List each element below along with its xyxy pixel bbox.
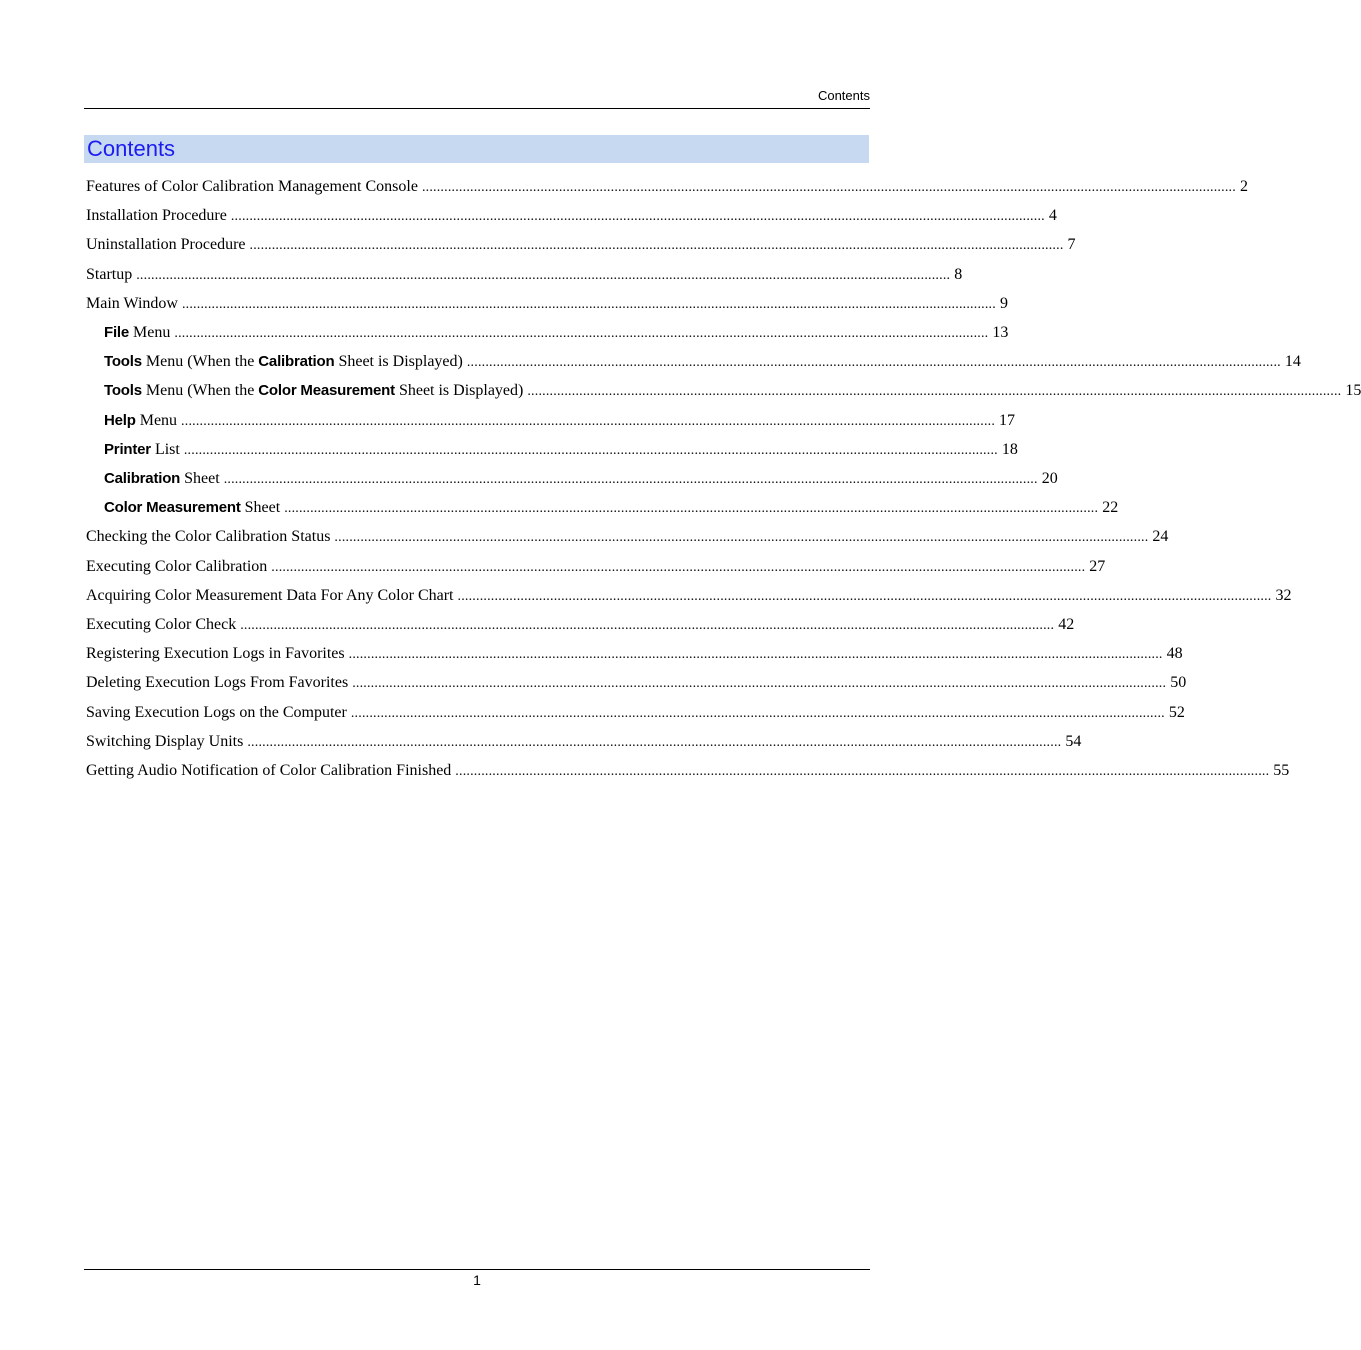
toc-entry[interactable] xyxy=(104,322,1009,345)
toc-entry[interactable] xyxy=(104,468,1058,491)
toc-entry[interactable] xyxy=(86,760,1290,783)
toc-entry[interactable] xyxy=(86,556,1106,579)
toc-entry-page-number: 7 xyxy=(1067,236,1076,254)
toc-entry-text: Menu xyxy=(129,324,171,341)
toc-entry-page-number: 32 xyxy=(1275,586,1292,604)
toc-entry-page-number: 42 xyxy=(1058,616,1075,633)
running-header: Contents xyxy=(817,88,870,103)
toc-entry-ui-term: Printer xyxy=(104,440,151,458)
toc-dot-leader: ............................................................................................................................................................................................................................ xyxy=(183,442,998,458)
toc-entry-page-number: 2 xyxy=(1239,178,1248,195)
toc-entry-title xyxy=(86,731,243,753)
toc-dot-leader: ............................................................................................................................................................................................................................ xyxy=(136,267,951,283)
toc-entry-title xyxy=(104,351,463,373)
toc-entry-text: Deleting Execution Logs From Favorites xyxy=(86,674,349,692)
page-title: Contents xyxy=(87,136,176,161)
toc-entry-text: Executing Color Check xyxy=(86,616,237,633)
toc-entry[interactable] xyxy=(86,176,1248,199)
toc-dot-leader: ............................................................................................................................................................................................................................ xyxy=(174,326,989,341)
toc-dot-leader: ............................................................................................................................................................................................................................ xyxy=(240,618,1055,633)
toc-entry-page-number: 24 xyxy=(1152,528,1169,546)
toc-entry-title xyxy=(104,439,180,461)
toc-entry-title xyxy=(86,702,347,724)
toc-entry[interactable] xyxy=(86,702,1185,725)
toc-entry-text: Menu xyxy=(135,411,178,429)
toc-entry-text: Executing Color Calibration xyxy=(86,557,268,575)
toc-entry-text: Saving Execution Logs on the Computer xyxy=(86,703,347,721)
toc-entry[interactable] xyxy=(86,614,1075,637)
toc-entry-text: Sheet is Displayed) xyxy=(334,353,463,371)
toc-entry-page-number: 15 xyxy=(1345,382,1361,400)
toc-entry-title xyxy=(86,205,227,227)
toc-dot-leader: ............................................................................................................................................................................................................................ xyxy=(284,501,1099,517)
toc-entry-text: Installation Procedure xyxy=(86,207,227,225)
toc-entry-title xyxy=(86,176,418,198)
toc-dot-leader: ............................................................................................................................................................................................................................ xyxy=(466,355,1281,371)
toc-entry[interactable] xyxy=(104,380,1361,403)
toc-dot-leader: ............................................................................................................................................................................................................................ xyxy=(334,530,1149,546)
toc-entry-title xyxy=(104,497,280,519)
toc-entry-text: Sheet xyxy=(180,470,220,487)
toc-entry-text: Getting Audio Notification of Color Calibration Finished xyxy=(86,762,452,779)
toc-entry-title xyxy=(86,293,178,315)
toc-entry-ui-term: File xyxy=(104,324,130,341)
toc-entry[interactable] xyxy=(86,205,1057,228)
toc-entry[interactable] xyxy=(104,351,1301,374)
toc-entry[interactable] xyxy=(104,410,1016,433)
toc-entry-title xyxy=(86,264,132,286)
toc-entry[interactable] xyxy=(86,585,1292,608)
toc-entry-text: Features of Color Calibration Management Console xyxy=(86,178,418,195)
toc-entry-page-number: 17 xyxy=(999,411,1016,429)
toc-dot-leader: ............................................................................................................................................................................................................................ xyxy=(455,764,1270,779)
toc-entry-text: Switching Display Units xyxy=(86,732,244,750)
toc-entry-ui-term: Tools xyxy=(104,382,142,400)
toc-dot-leader: ............................................................................................................................................................................................................................ xyxy=(352,676,1167,692)
toc-dot-leader: ............................................................................................................................................................................................................................ xyxy=(421,180,1236,195)
toc-dot-leader: ............................................................................................................................................................................................................................ xyxy=(181,413,996,429)
toc-entry-text: Acquiring Color Measurement Data For Any Color Chart xyxy=(86,586,454,604)
toc-dot-leader: ............................................................................................................................................................................................................................ xyxy=(230,209,1045,225)
toc-entry-text: Main Window xyxy=(86,294,178,312)
toc-entry-page-number: 9 xyxy=(999,294,1008,312)
toc-entry[interactable] xyxy=(86,643,1183,666)
title-band xyxy=(84,135,869,163)
toc-entry-page-number: 18 xyxy=(1001,440,1018,458)
toc-entry-ui-term: Tools xyxy=(104,353,142,371)
toc-dot-leader: ............................................................................................................................................................................................................................ xyxy=(249,238,1064,254)
toc-entry-text: Sheet is Displayed) xyxy=(394,382,524,400)
toc-entry-text: Checking the Color Calibration Status xyxy=(86,528,331,546)
toc-entry-text: Uninstallation Procedure xyxy=(86,236,246,254)
footer-page-number: 1 xyxy=(473,1272,481,1288)
toc-entry-page-number: 27 xyxy=(1089,557,1106,575)
toc-entry-title xyxy=(86,526,330,548)
toc-entry-title xyxy=(86,234,246,256)
toc-entry-page-number: 50 xyxy=(1170,674,1187,692)
toc-entry-page-number: 13 xyxy=(992,324,1009,341)
toc-entry-ui-term: Calibration xyxy=(258,353,335,371)
toc-entry-page-number: 48 xyxy=(1166,645,1183,663)
toc-entry[interactable] xyxy=(86,731,1082,754)
toc-entry-page-number: 8 xyxy=(954,265,963,283)
toc-entry-title xyxy=(86,672,348,694)
toc-entry[interactable] xyxy=(104,439,1018,462)
toc-dot-leader: ............................................................................................................................................................................................................................ xyxy=(223,472,1038,487)
toc-entry-title xyxy=(104,410,177,432)
toc-entry-page-number: 54 xyxy=(1065,732,1082,750)
toc-entry-ui-term: Color Measurement xyxy=(104,499,241,517)
toc-entry-page-number: 20 xyxy=(1041,470,1058,487)
toc-entry-title xyxy=(86,556,267,578)
toc-entry[interactable] xyxy=(86,234,1076,257)
toc-entry-title xyxy=(86,585,454,607)
toc-entry-text: Menu (When the xyxy=(141,353,259,371)
toc-entry-text: List xyxy=(150,440,180,458)
toc-entry-ui-term: Calibration xyxy=(104,470,181,487)
toc-dot-leader: ............................................................................................................................................................................................................................ xyxy=(247,734,1062,750)
toc-entry-title xyxy=(86,760,451,782)
toc-entry-title xyxy=(104,380,523,402)
toc-entry[interactable] xyxy=(86,672,1187,695)
toc-dot-leader: ............................................................................................................................................................................................................................ xyxy=(527,384,1342,400)
toc-dot-leader: ............................................................................................................................................................................................................................ xyxy=(350,705,1165,721)
toc-entry-text: Registering Execution Logs in Favorites xyxy=(86,645,345,663)
toc-dot-leader: ............................................................................................................................................................................................................................ xyxy=(181,296,996,312)
toc-entry-ui-term: Help xyxy=(104,411,136,429)
toc-entry-page-number: 4 xyxy=(1048,207,1057,225)
toc-entry-text: Startup xyxy=(86,265,133,283)
toc-dot-leader: ............................................................................................................................................................................................................................ xyxy=(457,588,1272,604)
toc-entry-text: Menu (When the xyxy=(141,382,259,400)
toc-entry-page-number: 14 xyxy=(1284,353,1301,371)
toc-entry[interactable] xyxy=(86,264,963,287)
toc-entry-title xyxy=(104,468,220,490)
header-divider xyxy=(84,108,870,109)
toc-entry[interactable] xyxy=(104,497,1119,520)
toc-entry[interactable] xyxy=(86,293,1008,316)
toc-entry-page-number: 55 xyxy=(1273,762,1290,779)
toc-entry[interactable] xyxy=(86,526,1169,549)
toc-entry-text: Sheet xyxy=(240,499,281,517)
toc-entry-title xyxy=(86,614,236,636)
footer-divider xyxy=(84,1269,870,1270)
toc-dot-leader: ............................................................................................................................................................................................................................ xyxy=(348,647,1163,663)
toc-entry-page-number: 52 xyxy=(1168,703,1185,721)
toc-entry-ui-term: Color Measurement xyxy=(258,382,395,400)
toc-entry-title xyxy=(86,643,345,665)
toc-entry-title xyxy=(104,322,170,344)
toc-dot-leader: ............................................................................................................................................................................................................................ xyxy=(271,559,1086,575)
toc-entry-page-number: 22 xyxy=(1102,499,1119,517)
